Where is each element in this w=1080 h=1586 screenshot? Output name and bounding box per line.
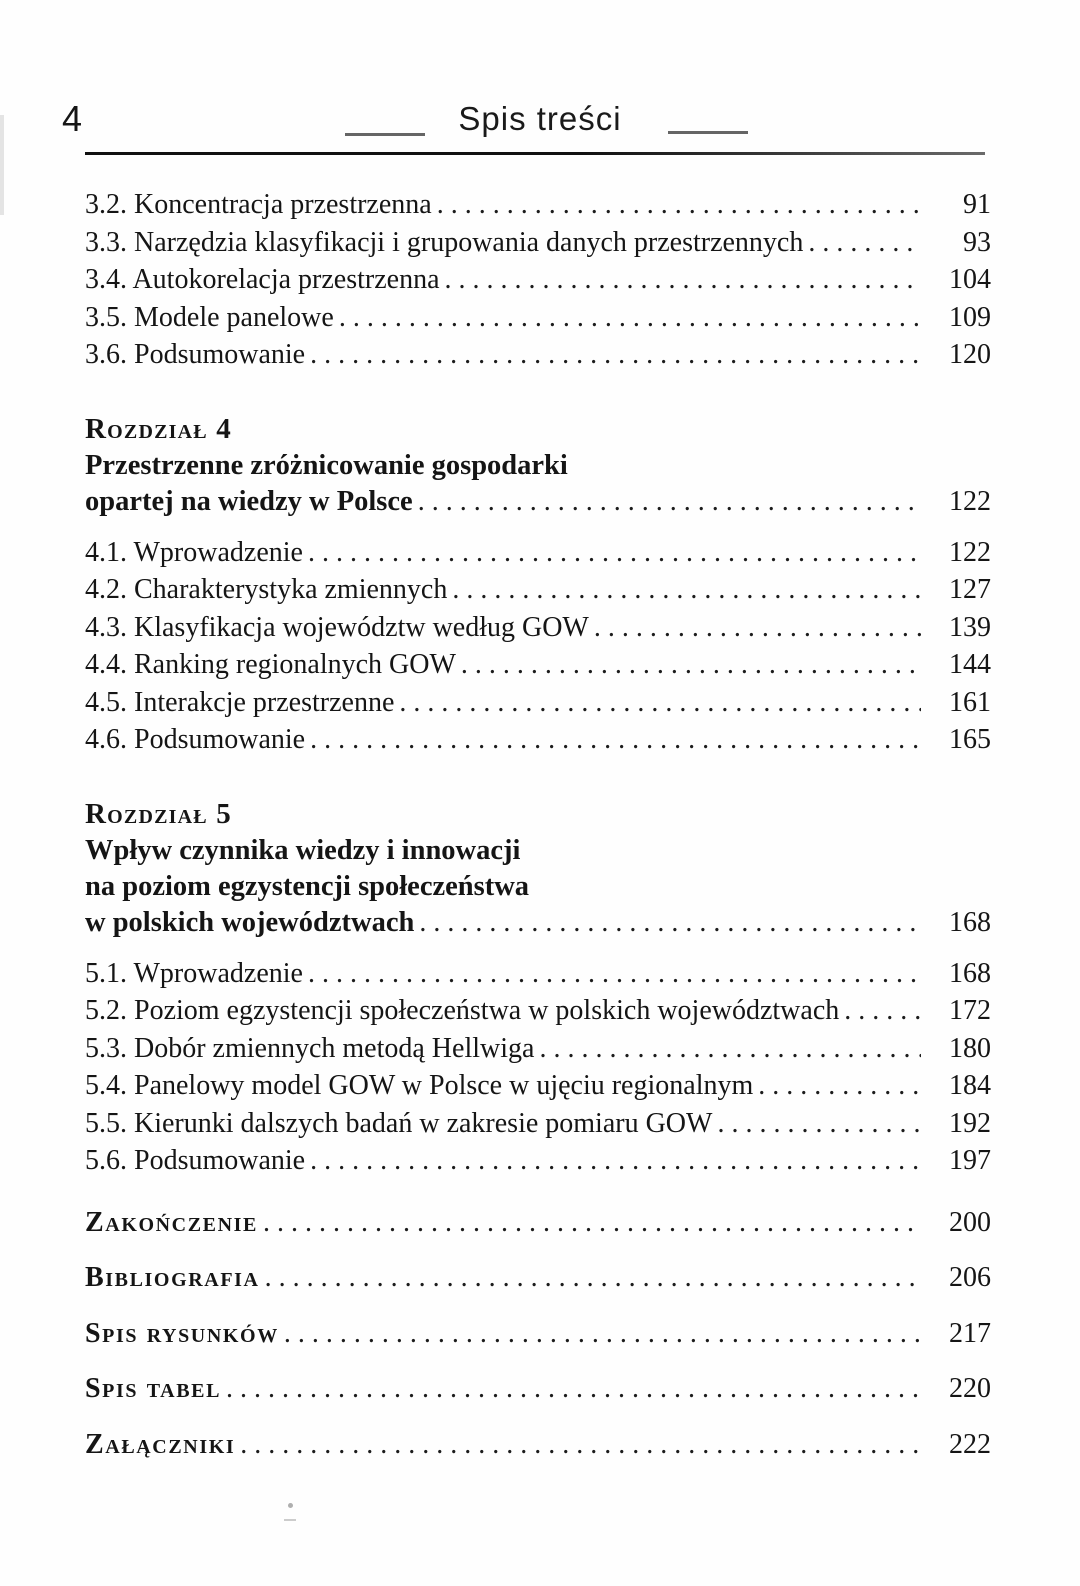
backmatter-entries (85, 1204, 991, 1464)
toc-entry-page: 172 (949, 995, 991, 1026)
toc-entry (85, 299, 991, 337)
dot-leader (265, 1259, 921, 1297)
dot-leader (717, 1105, 921, 1143)
header-rule (85, 152, 985, 155)
toc-entry (85, 224, 991, 262)
chapter-5-title-line-3: w polskich województwach (85, 906, 415, 938)
header-dash-right (668, 131, 748, 134)
chapter-5-title-line-2: na poziom egzystencji społeczeństwa (85, 870, 530, 902)
toc-entry-page: 222 (949, 1428, 991, 1460)
toc-entry-page: 192 (949, 1107, 991, 1139)
dot-leader (284, 1315, 921, 1353)
toc-entry-label: Spis rysunków (85, 1317, 279, 1349)
chapter-5-page: 168 (949, 906, 991, 938)
toc-entry-label: 5.6. Podsumowanie (85, 1145, 306, 1176)
scan-artifact-dash (284, 1519, 296, 1521)
dot-leader (310, 336, 921, 374)
toc-entry-label: 4.2. Charakterystyka zmiennych (85, 574, 448, 605)
toc-entry-label: 5.3. Dobór zmiennych metodą Hellwiga (85, 1032, 535, 1064)
chapter-5-entries (85, 955, 991, 1180)
table-of-contents (85, 186, 991, 1463)
dot-leader (419, 905, 921, 941)
section-3-entries (85, 186, 991, 374)
dot-leader (240, 1426, 921, 1464)
toc-entry (85, 609, 991, 647)
toc-entry (85, 684, 991, 722)
toc-entry (85, 186, 991, 224)
toc-entry-page: 144 (949, 649, 991, 680)
toc-entry (85, 1142, 991, 1180)
toc-entry-label: 5.1. Wprowadzenie (85, 957, 303, 989)
toc-entry-label: 5.5. Kierunki dalszych badań w zakresie pomiaru GOW (85, 1107, 713, 1139)
toc-entry (85, 1315, 991, 1353)
running-page-number: 4 (62, 98, 83, 139)
chapter-4-page: 122 (949, 485, 991, 517)
toc-entry-label: 3.2. Koncentracja przestrzenna (85, 189, 432, 220)
dot-leader (308, 955, 921, 993)
toc-entry-page: 120 (949, 339, 991, 370)
toc-entry-page: 93 (963, 226, 991, 258)
toc-entry-label: Zakończenie (85, 1206, 258, 1238)
toc-entry-label: 3.4. Autokorelacja przestrzenna (85, 264, 440, 295)
toc-entry-page: 161 (949, 686, 991, 718)
chapter-4-title-line-1: Przestrzenne zróżnicowanie gospodarki (85, 449, 568, 481)
toc-entry (85, 721, 991, 759)
toc-entry-label: 3.5. Modele panelowe (85, 301, 334, 333)
toc-entry-page: 165 (949, 724, 991, 755)
toc-entry (85, 1105, 991, 1143)
dot-leader (452, 571, 921, 609)
toc-entry-page: 91 (963, 189, 991, 220)
dot-leader (308, 534, 921, 572)
toc-entry-page: 217 (949, 1317, 991, 1349)
dot-leader (594, 609, 921, 647)
dot-leader (539, 1030, 921, 1068)
toc-entry (85, 992, 991, 1030)
dot-leader (844, 992, 921, 1030)
dot-leader (445, 261, 921, 299)
scan-artifact-dot (288, 1503, 293, 1508)
toc-entry-label: Bibliografia (85, 1262, 260, 1293)
header-dash-left (345, 133, 425, 136)
dot-leader (399, 684, 921, 722)
chapter-5-title-row (85, 905, 991, 941)
toc-entry-label: 4.3. Klasyfikacja województw według GOW (85, 611, 589, 643)
chapter-4-title-line-2: opartej na wiedzy w Polsce (85, 485, 413, 517)
dot-leader (310, 721, 921, 759)
toc-entry-label: Spis tabel (85, 1373, 222, 1404)
toc-entry-page: 104 (949, 264, 991, 295)
toc-entry-page: 200 (949, 1206, 991, 1238)
dot-leader (310, 1142, 921, 1180)
chapter-5-title-line-1: Wpływ czynnika wiedzy i innowacji (85, 834, 521, 866)
toc-entry-label: 4.6. Podsumowanie (85, 724, 306, 755)
toc-entry (85, 1259, 991, 1297)
toc-entry-page: 109 (949, 301, 991, 333)
toc-entry (85, 1426, 991, 1464)
dot-leader (437, 186, 921, 224)
toc-entry (85, 1204, 991, 1242)
dot-leader (808, 224, 921, 262)
dot-leader (339, 299, 921, 337)
toc-entry-label: 3.3. Narzędzia klasyfikacji i grupowania danych przestrzennych (85, 226, 804, 258)
chapter-5-block (85, 795, 991, 1180)
dot-leader (758, 1067, 921, 1105)
toc-entry-label: Załączniki (85, 1428, 236, 1460)
toc-entry-label: 5.4. Panelowy model GOW w Polsce w ujęciu regionalnym (85, 1070, 754, 1101)
toc-entry-page: 180 (949, 1032, 991, 1064)
scan-edge-shade (0, 115, 4, 215)
running-header-title: Spis treści (458, 100, 622, 137)
dot-leader (263, 1204, 921, 1242)
chapter-4-heading: Rozdział 4 (85, 412, 232, 445)
toc-entry (85, 646, 991, 684)
toc-entry-page: 184 (949, 1070, 991, 1101)
toc-entry-label: 4.5. Interakcje przestrzenne (85, 686, 395, 718)
toc-entry (85, 1067, 991, 1105)
toc-entry-label: 3.6. Podsumowanie (85, 339, 306, 370)
toc-entry (85, 1030, 991, 1068)
toc-entry-page: 197 (949, 1145, 991, 1176)
dot-leader (418, 484, 921, 520)
toc-entry-label: 4.4. Ranking regionalnych GOW (85, 649, 456, 680)
toc-entry-page: 168 (949, 957, 991, 989)
toc-entry (85, 261, 991, 299)
toc-entry-page: 122 (949, 536, 991, 568)
toc-entry (85, 1370, 991, 1408)
chapter-4-title-row (85, 484, 991, 520)
toc-entry-page: 220 (949, 1373, 991, 1404)
toc-entry (85, 534, 991, 572)
dot-leader (461, 646, 921, 684)
toc-entry-label: 4.1. Wprowadzenie (85, 536, 303, 568)
toc-entry-label: 5.2. Poziom egzystencji społeczeństwa w polskich województwach (85, 995, 840, 1026)
toc-entry (85, 336, 991, 374)
toc-entry-page: 139 (949, 611, 991, 643)
chapter-4-entries (85, 534, 991, 759)
chapter-4-block (85, 410, 991, 759)
toc-entry-page: 127 (949, 574, 991, 605)
toc-entry (85, 955, 991, 993)
chapter-5-heading: Rozdział 5 (85, 797, 232, 830)
toc-entry (85, 571, 991, 609)
dot-leader (226, 1370, 921, 1408)
toc-entry-page: 206 (949, 1262, 991, 1293)
